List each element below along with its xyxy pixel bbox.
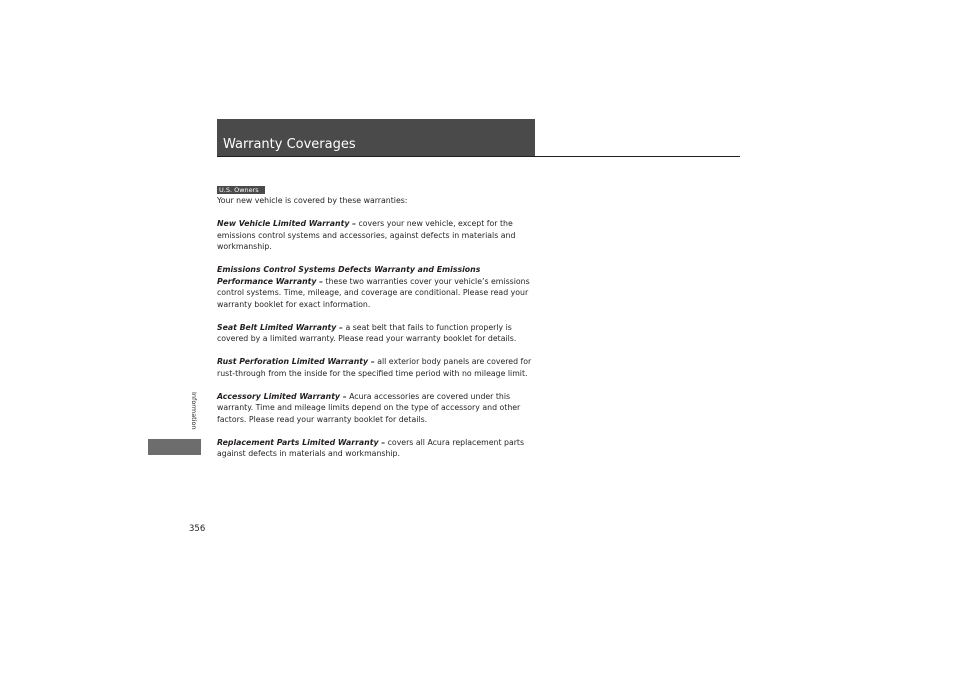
us-owners-badge: U.S. Owners (217, 186, 265, 194)
page-title: Warranty Coverages (223, 137, 356, 152)
warranty-item (217, 391, 537, 426)
warranty-content (217, 195, 537, 471)
warranty-description: all exterior body panels are covered for rust-through from the inside for the specified time period with no mileage limit. (217, 357, 532, 378)
section-header-bar (217, 119, 535, 156)
warranty-item (217, 218, 537, 253)
warranty-term: Rust Perforation Limited Warranty – (217, 357, 375, 366)
warranty-item (217, 322, 537, 345)
warranty-description: Acura accessories are covered under this warranty. Time and mileage limits depend on the type of accessory and other factors. Please read your warranty booklet for details. (217, 391, 521, 424)
header-divider (217, 156, 740, 157)
warranty-description: these two warranties cover your vehicle’s emissions control systems. Time, mileage, and coverage are conditional. Please read your warranty booklet for exact information. (217, 276, 530, 309)
warranty-term: Replacement Parts Limited Warranty – (217, 437, 386, 447)
warranty-item (217, 264, 537, 310)
warranty-description: a seat belt that fails to function properly is covered by a limited warranty. Please read your warranty booklet for details. (217, 322, 517, 343)
chapter-tab (148, 439, 201, 455)
warranty-item (217, 437, 537, 460)
warranty-term: Seat Belt Limited Warranty – (217, 322, 343, 332)
warranty-description: covers your new vehicle, except for the emissions control systems and accessories, against defects in materials and workmanship. (217, 219, 516, 251)
chapter-tab-label: Information (190, 392, 198, 430)
page-number: 356 (189, 524, 206, 534)
warranty-term: New Vehicle Limited Warranty – (217, 219, 357, 228)
warranty-item (217, 356, 537, 379)
warranty-term: Emissions Control Systems Defects Warranty and Emissions Performance Warranty – (217, 265, 481, 286)
warranty-description: covers all Acura replacement parts against defects in materials and workmanship. (217, 437, 525, 458)
warranty-term: Accessory Limited Warranty – (217, 391, 347, 401)
intro-text: Your new vehicle is covered by these warranties: (217, 196, 408, 205)
